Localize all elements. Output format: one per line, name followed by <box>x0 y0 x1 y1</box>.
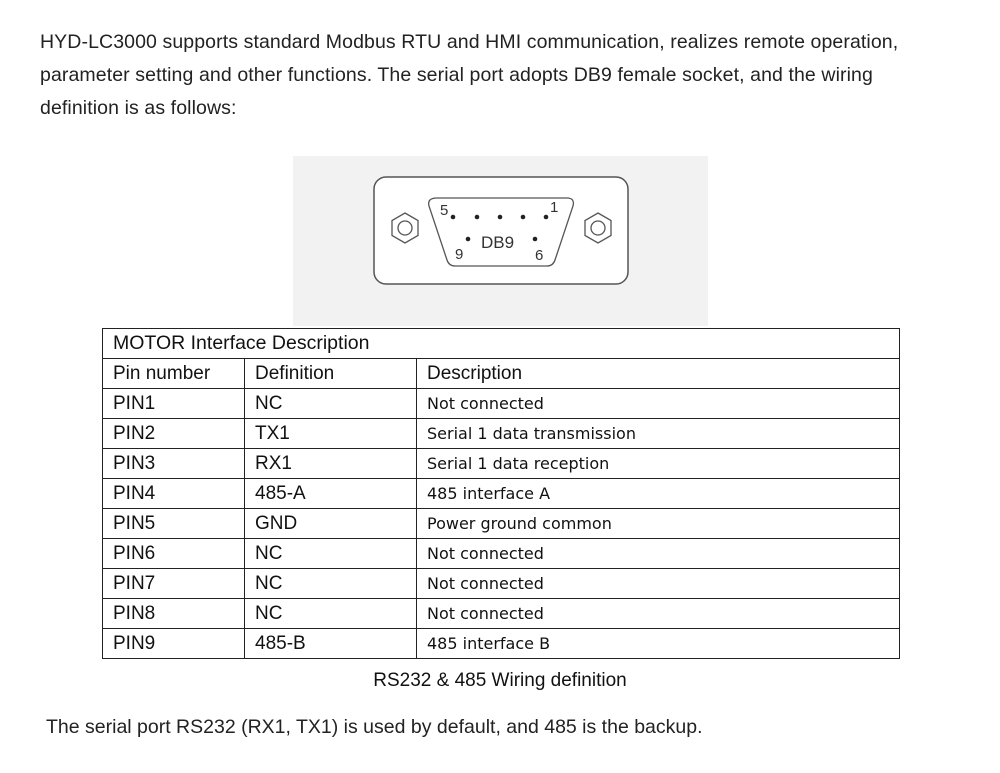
db9-connector-diagram <box>293 156 708 326</box>
pin-cell: PIN9 <box>103 629 245 659</box>
pin-cell: PIN1 <box>103 389 245 419</box>
table-row <box>103 389 900 419</box>
intro-paragraph <box>40 26 970 125</box>
intro-line-1: HYD-LC3000 supports standard Modbus RTU and HMI communication, realizes remote operation, <box>40 31 899 53</box>
pin-dot-6 <box>533 237 538 242</box>
table-row <box>103 419 900 449</box>
definition-cell: TX1 <box>245 419 417 449</box>
definition-cell: NC <box>245 599 417 629</box>
table-row <box>103 479 900 509</box>
description-cell: Not connected <box>417 389 900 419</box>
connector-label: DB9 <box>481 233 515 252</box>
definition-cell: RX1 <box>245 449 417 479</box>
pin-dot-1 <box>544 215 549 220</box>
table-row <box>103 509 900 539</box>
description-cell: Power ground common <box>417 509 900 539</box>
pin-dot-5 <box>451 215 456 220</box>
pin-cell: PIN2 <box>103 419 245 449</box>
pin-dot-2 <box>521 215 526 220</box>
pin-dot-9 <box>466 237 471 242</box>
table-title-row <box>103 329 900 359</box>
definition-cell: NC <box>245 539 417 569</box>
pin-cell: PIN5 <box>103 509 245 539</box>
intro-line-2: parameter setting and other functions. The serial port adopts DB9 female socket, and the wiring <box>40 64 873 86</box>
definition-cell: 485-A <box>245 479 417 509</box>
definition-cell: GND <box>245 509 417 539</box>
header-definition: Definition <box>245 359 417 389</box>
pin-label-1: 1 <box>550 199 559 216</box>
table-title: MOTOR Interface Description <box>103 329 900 359</box>
pin-dot-4 <box>475 215 480 220</box>
table-row <box>103 449 900 479</box>
pin-cell: PIN8 <box>103 599 245 629</box>
description-cell: Not connected <box>417 569 900 599</box>
intro-line-3: definition is as follows: <box>40 97 237 119</box>
table-caption: RS232 & 485 Wiring definition <box>373 670 627 691</box>
table-row <box>103 629 900 659</box>
pin-label-9: 9 <box>455 246 464 263</box>
description-cell: Not connected <box>417 539 900 569</box>
description-cell: Serial 1 data reception <box>417 449 900 479</box>
definition-cell: NC <box>245 389 417 419</box>
footer-note: The serial port RS232 (RX1, TX1) is used by default, and 485 is the backup. <box>46 716 703 738</box>
pin-cell: PIN7 <box>103 569 245 599</box>
db9-connector-drawing <box>293 156 708 326</box>
pin-label-5: 5 <box>440 202 449 219</box>
description-cell: 485 interface A <box>417 479 900 509</box>
header-description: Description <box>417 359 900 389</box>
header-pin-number: Pin number <box>103 359 245 389</box>
definition-cell: NC <box>245 569 417 599</box>
table-header-row <box>103 359 900 389</box>
table-row <box>103 599 900 629</box>
pin-cell: PIN3 <box>103 449 245 479</box>
description-cell: Serial 1 data transmission <box>417 419 900 449</box>
definition-cell: 485-B <box>245 629 417 659</box>
table-row <box>103 539 900 569</box>
description-cell: Not connected <box>417 599 900 629</box>
table-row <box>103 569 900 599</box>
motor-interface-table <box>102 328 900 659</box>
pin-cell: PIN6 <box>103 539 245 569</box>
pin-dot-3 <box>498 215 503 220</box>
pin-label-6: 6 <box>535 247 544 264</box>
pin-cell: PIN4 <box>103 479 245 509</box>
description-cell: 485 interface B <box>417 629 900 659</box>
